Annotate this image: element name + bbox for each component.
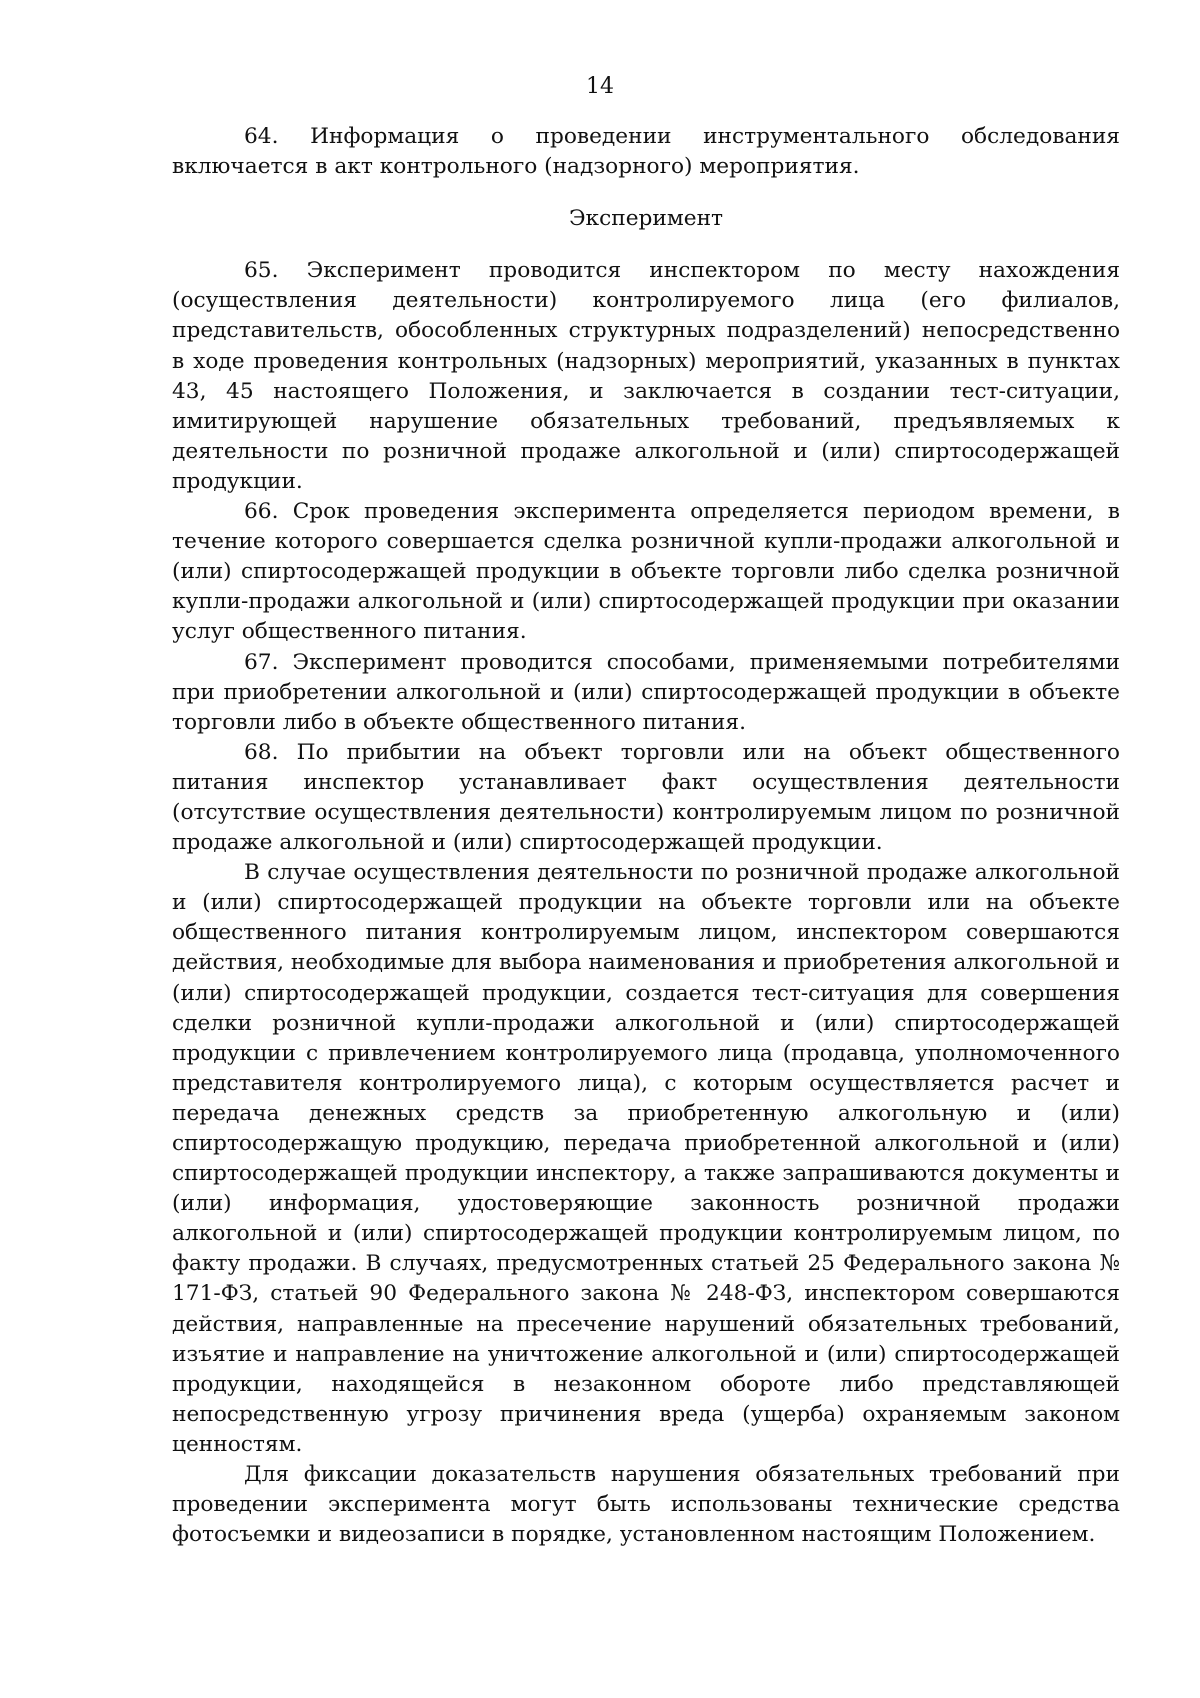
page-number: 14 [586,74,614,99]
paragraph-66: 66. Срок проведения эксперимента определяется периодом времени, в течение которого совершается сделка розничной купли-продажи алкогольной и (или) спиртосодержащей продукции в объекте торговли либо сделка розничной купли-продажи алкогольной и (или) спиртосодержащей продукции при оказании услуг общественного питания. [172,499,1120,645]
paragraph-68: 68. По прибытии на объект торговли или на объект общественного питания инспектор устанавливает факт осуществления деятельности (отсутствие осуществления деятельности) контролируемым лицом по розничной продаже алкогольной и (или) спиртосодержащей продукции. [172,739,1120,856]
document-body [172,122,1120,1550]
paragraph-64: 64. Информация о проведении инструментального обследования включается в акт контрольного (надзорного) мероприятия. [172,124,1120,180]
paragraph-68-evidence: Для фиксации доказательств нарушения обязательных требований при проведении эксперимента могут быть использованы технические средства фотосъемки и видеозаписи в порядке, установленном настоящим Положением. [172,1462,1120,1548]
paragraph-67: 67. Эксперимент проводится способами, применяемыми потребителями при приобретении алкогольной и (или) спиртосодержащей продукции в объекте торговли либо в объекте общественного питания. [172,649,1120,735]
paragraph-65: 65. Эксперимент проводится инспектором по месту нахождения (осуществления деятельности) контролируемого лица (его филиалов, представительств, обособленных структурных подразделений) непосредственно в ходе проведения контрольных (надзорных) мероприятий, указанных в пунктах 43, 45 настоящего Положения, и заключается в создании тест-ситуации, имитирующей нарушение обязательных требований, предъявляемых к деятельности по розничной продаже алкогольной и (или) спиртосодержащей продукции. [172,258,1120,494]
section-heading: Эксперимент [568,206,724,232]
paragraph-68-continuation: В случае осуществления деятельности по розничной продаже алкогольной и (или) спиртосодержащей продукции на объекте торговли или на объекте общественного питания контролируемым лицом, инспектором совершаются действия, необходимые для выбора наименования и приобретения алкогольной и (или) спиртосодержащей продукции, создается тест-ситуация для совершения сделки розничной купли-продажи алкогольной и (или) спиртосодержащей продукции с привлечением контролируемого лица (продавца, уполномоченного представителя контролируемого лица), с которым осуществляется расчет и передача денежных средств за приобретенную алкогольную и (или) спиртосодержащую продукцию, передача приобретенной алкогольной и (или) спиртосодержащей продукции инспектору, а также запрашиваются документы и (или) информация, удостоверяющие законность розничной продажи алкогольной и (или) спиртосодержащей продукции контролируемым лицом, по факту продажи. В случаях, предусмотренных статьей 25 Федерального закона № 171-ФЗ, статьей 90 Федерального закона № 248-ФЗ, инспектором совершаются действия, направленные на пресечение нарушений обязательных требований, изъятие и направление на уничтожение алкогольной и (или) спиртосодержащей продукции, находящейся в незаконном обороте либо представляющей непосредственную угрозу причинения вреда (ущерба) охраняемым законом ценностям. [172,860,1120,1457]
